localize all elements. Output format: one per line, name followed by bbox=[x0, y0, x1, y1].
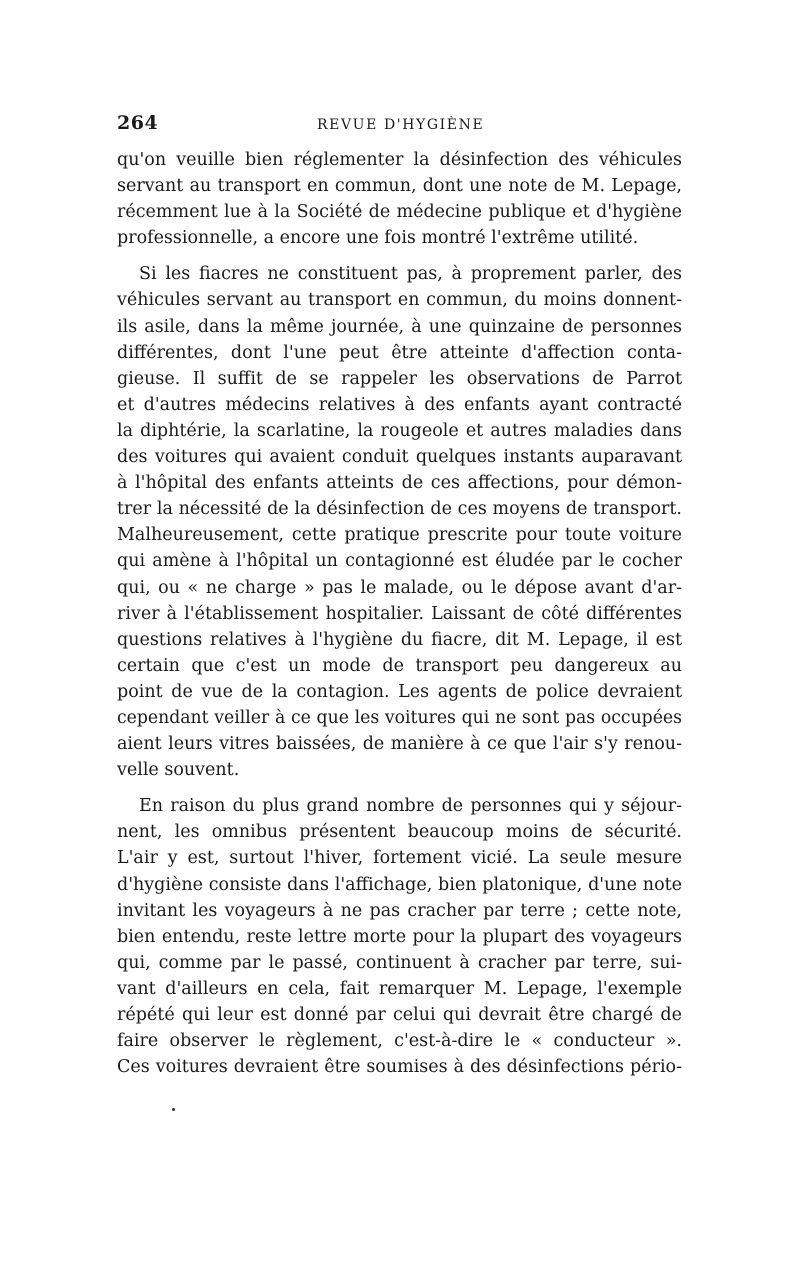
text-line: différentes, dont l'une peut être atteinte d'affection conta- bbox=[117, 342, 682, 363]
text-line: et d'autres médecins relatives à des enfants ayant contracté bbox=[117, 394, 682, 415]
text-line: invitant les voyageurs à ne pas cracher par terre ; cette note, bbox=[117, 900, 682, 921]
journal-title: REVUE D'HYGIÈNE bbox=[317, 117, 485, 133]
text-line: des voitures qui avaient conduit quelques instants auparavant bbox=[117, 447, 682, 468]
text-line: Malheureusement, cette pratique prescrite pour toute voiture bbox=[117, 525, 682, 546]
text-line: récemment lue à la Société de médecine publique et d'hygiène bbox=[117, 202, 682, 223]
text-line: point de vue de la contagion. Les agents de police devraient bbox=[117, 681, 682, 702]
paragraph bbox=[117, 793, 682, 1080]
text-line: qu'on veuille bien réglementer la désinfection des véhicules bbox=[117, 150, 682, 170]
text-line: d'hygiène consiste dans l'affichage, bien platonique, d'une note bbox=[117, 874, 682, 895]
text-line: ils asile, dans la même journée, à une quinzaine de personnes bbox=[117, 316, 682, 337]
text-line: répété qui leur est donné par celui qui devrait être chargé de bbox=[117, 1005, 682, 1025]
text-line: qui, comme par le passé, continuent à cracher par terre, sui- bbox=[117, 952, 682, 973]
text-line: river à l'établissement hospitalier. Laissant de côté différentes bbox=[117, 603, 682, 624]
text-line: certain que c'est un mode de transport peu dangereux au bbox=[117, 655, 682, 676]
running-head bbox=[117, 112, 682, 142]
text-line: L'air y est, surtout l'hiver, fortement vicié. La seule mesure bbox=[117, 848, 682, 869]
text-line: qui amène à l'hôpital un contagionné est éludée par le cocher bbox=[117, 551, 682, 572]
body-text bbox=[117, 147, 682, 1080]
text-line: questions relatives à l'hygiène du fiacre, dit M. Lepage, il est bbox=[117, 629, 682, 650]
text-line: aient leurs vitres baissées, de manière à ce que l'air s'y renou- bbox=[117, 734, 682, 755]
text-line: bien entendu, reste lettre morte pour la plupart des voyageurs bbox=[117, 926, 682, 947]
text-line: faire observer le règlement, c'est-à-dire le « conducteur ». bbox=[117, 1031, 682, 1052]
text-line: la diphtérie, la scarlatine, la rougeole et autres maladies dans bbox=[117, 420, 682, 441]
text-line: Si les fiacres ne constituent pas, à proprement parler, des bbox=[139, 264, 682, 285]
text-line: qui, ou « ne charge » pas le malade, ou le dépose avant d'ar- bbox=[117, 577, 682, 598]
text-line: cependant veiller à ce que les voitures qui ne sont pas occupées bbox=[117, 707, 682, 728]
page-number: 264 bbox=[117, 112, 159, 134]
text-line: véhicules servant au transport en commun, du moins donnent- bbox=[117, 290, 682, 311]
text-line: trer la nécessité de la désinfection de ces moyens de transport. bbox=[117, 499, 682, 520]
paragraph bbox=[117, 147, 682, 251]
text-line: Ces voitures devraient être soumises à des désinfections pério- bbox=[117, 1057, 682, 1078]
ink-speck bbox=[172, 1108, 175, 1111]
text-line: servant au transport en commun, dont une note de M. Lepage, bbox=[117, 176, 682, 197]
text-line: professionnelle, a encore une fois montré l'extrême utilité. bbox=[117, 228, 639, 249]
paragraph bbox=[117, 261, 682, 783]
text-line: En raison du plus grand nombre de personnes qui y séjour- bbox=[139, 796, 682, 817]
text-line: gieuse. Il suffit de se rappeler les observations de Parrot bbox=[117, 368, 682, 389]
text-line: à l'hôpital des enfants atteints de ces affections, pour démon- bbox=[117, 473, 682, 494]
text-line: nent, les omnibus présentent beaucoup moins de sécurité. bbox=[117, 822, 682, 843]
text-line: vant d'ailleurs en cela, fait remarquer M. Lepage, l'exemple bbox=[117, 978, 682, 999]
text-line: velle souvent. bbox=[117, 760, 240, 781]
